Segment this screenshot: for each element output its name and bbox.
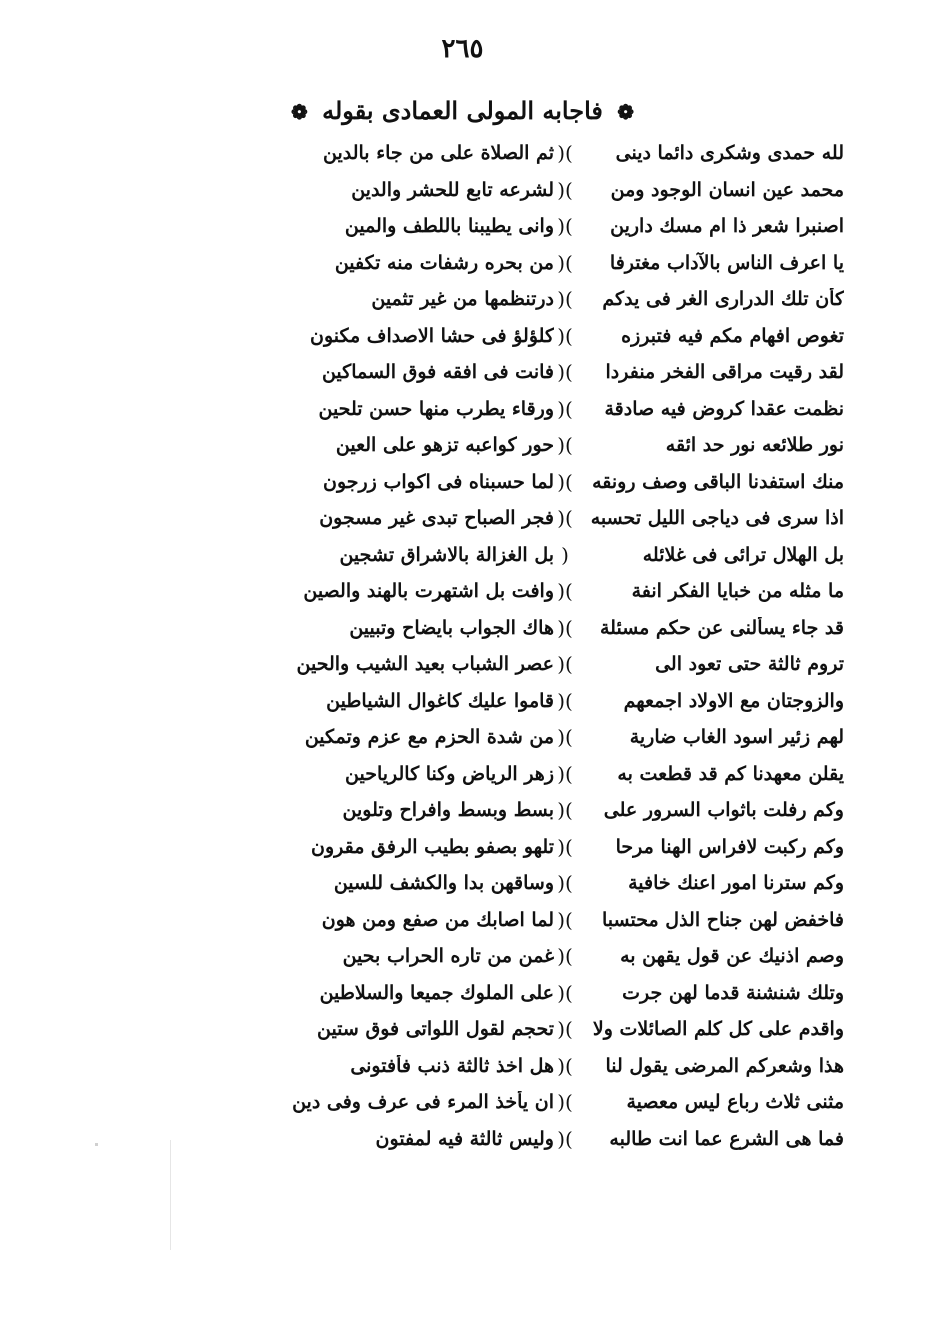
hemistich-separator: )( [557, 360, 573, 385]
verse-line [292, 1011, 844, 1048]
verse-first-hemistich: تغوص افهام مكم فيه فتبرزه [621, 324, 844, 347]
verse-line [292, 756, 844, 793]
verse-line [292, 281, 844, 318]
verse-first-hemistich: ما مثله من خبايا الفكر انفة [631, 580, 844, 603]
verse-second-hemistich: درتنظمها من غير تثمين [371, 288, 554, 311]
hemistich-separator: )( [557, 980, 573, 1005]
verse-second-hemistich: ورقاء يطرب منها حسن تلحين [318, 397, 554, 420]
hemistich-separator: )( [557, 688, 573, 713]
hemistich-separator: )( [557, 323, 573, 348]
verse-second-hemistich: ثم الصلاة على من جاء بالدين [322, 142, 554, 165]
hemistich-separator: )( [557, 907, 573, 932]
verse-second-hemistich: بل الغزالة بالاشراق تشجين [339, 543, 554, 566]
hemistich-separator: )( [557, 944, 573, 969]
verse-first-hemistich: نظمت عقدا كروض فيه صادقة [604, 397, 844, 420]
hemistich-separator: )( [557, 652, 573, 677]
verse-first-hemistich: وتلك شنشنة قدما لهن جرت [622, 981, 844, 1004]
heading-ornament-right-icon: ❁ [617, 100, 634, 124]
hemistich-separator: )( [557, 1126, 573, 1151]
verse-second-hemistich: تلهو بصفو بطيب الرفق مقرون [311, 835, 554, 858]
verse-line [292, 610, 844, 647]
verse-first-hemistich: وكم ركبت لافراس الهنا مرحا [615, 835, 844, 858]
verse-line [292, 464, 844, 501]
hemistich-separator: )( [557, 1017, 573, 1042]
verse-second-hemistich: وساقهن بدا والكشف للسين [333, 872, 554, 895]
poem-heading [0, 96, 925, 125]
hemistich-separator: )( [557, 287, 573, 312]
verse-line [292, 573, 844, 610]
verse-first-hemistich: تروم ثالثة حتى تعود الى [655, 653, 844, 676]
verse-first-hemistich: اذا سرى فى دياجى الليل تحسبه [590, 507, 844, 530]
verse-line [292, 1084, 844, 1121]
verse-line [292, 719, 844, 756]
hemistich-separator: )( [557, 1090, 573, 1115]
verse-second-hemistich: كلؤلؤ فى حشا الاصداف مكنون [310, 324, 554, 347]
verse-second-hemistich: وافت بل اشتهرت بالهند والصين [303, 580, 554, 603]
hemistich-separator: )( [557, 615, 573, 640]
verse-line [292, 427, 844, 464]
verse-first-hemistich: فما هى الشرع عما انت طالبه [609, 1127, 844, 1150]
poem-heading-text: فاجابه المولى العمادى بقوله [322, 96, 603, 125]
verse-line [292, 1048, 844, 1085]
verse-first-hemistich: بل الهلال ترائى فى غلائله [642, 543, 844, 566]
verse-first-hemistich: وكم رفلت باثواب السرور على [603, 799, 844, 822]
verse-second-hemistich: قاموا عليك كاغوال الشياطين [326, 689, 554, 712]
hemistich-separator: )( [557, 469, 573, 494]
hemistich-separator: )( [557, 506, 573, 531]
page-number: ٢٦٥ [441, 34, 484, 64]
verse-line [292, 865, 844, 902]
scan-speck [95, 1143, 98, 1146]
verse-first-hemistich: مثنى ثلاث رباع ليس معصية [626, 1091, 844, 1114]
hemistich-separator: )( [557, 761, 573, 786]
verse-line [292, 1121, 844, 1158]
verse-second-hemistich: وليس ثالثة فيه لمفتون [375, 1127, 554, 1150]
verse-first-hemistich: والزوجتان مع الاولاد اجمعهم [623, 689, 844, 712]
hemistich-separator: ( [561, 542, 569, 567]
verse-second-hemistich: حور كواعبه تزهو على العين [335, 434, 554, 457]
verse-first-hemistich: منك استفدنا الباقى وصف رونقه [592, 470, 844, 493]
verse-line [292, 646, 844, 683]
scan-margin-mark [170, 1140, 171, 1250]
hemistich-separator: )( [557, 250, 573, 275]
verse-first-hemistich: لهم زئير اسود الغاب ضارية [629, 726, 844, 749]
hemistich-separator: )( [557, 396, 573, 421]
verse-line [292, 172, 844, 209]
verse-first-hemistich: فاخفض لهن جناح الذل محتسبا [602, 908, 844, 931]
verse-first-hemistich: يا اعرف الناس بالآداب مغترفا [609, 251, 844, 274]
verse-second-hemistich: عصر الشباب بعيد الشيب والحين [296, 653, 554, 676]
verse-first-hemistich: وكم سترنا امور اعنك خافية [628, 872, 844, 895]
verse-second-hemistich: لما اصابك من صفع ومن هون [321, 908, 554, 931]
verse-line [292, 683, 844, 720]
verse-second-hemistich: لما حسبناه فى اكواب زرجون [322, 470, 554, 493]
verse-first-hemistich: اصنبرا شعر ذا ام مسك دارين [610, 215, 844, 238]
verse-line [292, 354, 844, 391]
hemistich-separator: )( [557, 433, 573, 458]
hemistich-separator: )( [557, 141, 573, 166]
verse-line [292, 537, 844, 574]
hemistich-separator: )( [557, 1053, 573, 1078]
verse-first-hemistich: نور طلائعه نور حد ائقه [665, 434, 844, 457]
verse-second-hemistich: تحجم لقول اللواتى فوق ستين [316, 1018, 554, 1041]
verse-second-hemistich: وانى يطيبنا باللطف والمين [344, 215, 554, 238]
verse-second-hemistich: غمن من تاره الحراب بحين [342, 945, 554, 968]
verse-first-hemistich: لقد رقيت مراقى الفخر منفردا [605, 361, 844, 384]
verse-first-hemistich: كأن تلك الدرارى الغر فى يدكم [602, 288, 844, 311]
verse-second-hemistich: بسط وبسط وافراح وتلوين [342, 799, 554, 822]
verse-line [292, 975, 844, 1012]
verse-second-hemistich: فانت فى افقه فوق السماكين [321, 361, 554, 384]
verse-second-hemistich: من شدة الحزم مع عزم وتمكين [304, 726, 554, 749]
verse-first-hemistich: هذا وشعركم المرضى يقول لنا [605, 1054, 844, 1077]
hemistich-separator: )( [557, 834, 573, 859]
verse-line [292, 829, 844, 866]
verse-line [292, 792, 844, 829]
verse-first-hemistich: محمد عين انسان الوجود ومن [610, 178, 844, 201]
verse-first-hemistich: واقدم على كل كلم الصائلات ولا [592, 1018, 844, 1041]
verse-first-hemistich: وصم اذنيك عن قول يقهن به [620, 945, 844, 968]
poem-body [292, 135, 844, 1157]
verse-line [292, 902, 844, 939]
verse-line [292, 208, 844, 245]
verse-second-hemistich: لشرعه تابع للحشر والدين [351, 178, 554, 201]
verse-line [292, 135, 844, 172]
verse-line [292, 318, 844, 355]
verse-line [292, 245, 844, 282]
verse-second-hemistich: ان يأخذ المرء فى عرف وفى دين [292, 1091, 554, 1114]
hemistich-separator: )( [557, 214, 573, 239]
verse-second-hemistich: من بحره رشفات منه تكفين [334, 251, 554, 274]
verse-second-hemistich: على الملوك جميعا والسلاطين [319, 981, 554, 1004]
hemistich-separator: )( [557, 177, 573, 202]
verse-second-hemistich: فجر الصباح تبدى غير مسجون [319, 507, 554, 530]
hemistich-separator: )( [557, 871, 573, 896]
verse-second-hemistich: زهر الرياض وكنا كالرياحين [345, 762, 554, 785]
verse-second-hemistich: هل اخذ ثالثة ذنب فأفتونى [350, 1054, 554, 1077]
hemistich-separator: )( [557, 798, 573, 823]
hemistich-separator: )( [557, 725, 573, 750]
verse-first-hemistich: قد جاء يسألنى عن حكم مسئلة [599, 616, 844, 639]
verse-line [292, 391, 844, 428]
hemistich-separator: )( [557, 579, 573, 604]
verse-second-hemistich: هاك الجواب بايضاح وتبيين [349, 616, 554, 639]
verse-first-hemistich: لله حمدى وشكرى دائما دينى [615, 142, 844, 165]
heading-ornament-left-icon: ❁ [291, 100, 308, 124]
verse-line [292, 500, 844, 537]
verse-first-hemistich: يقلن معهدنا كم قد قطعت به [617, 762, 844, 785]
verse-line [292, 938, 844, 975]
